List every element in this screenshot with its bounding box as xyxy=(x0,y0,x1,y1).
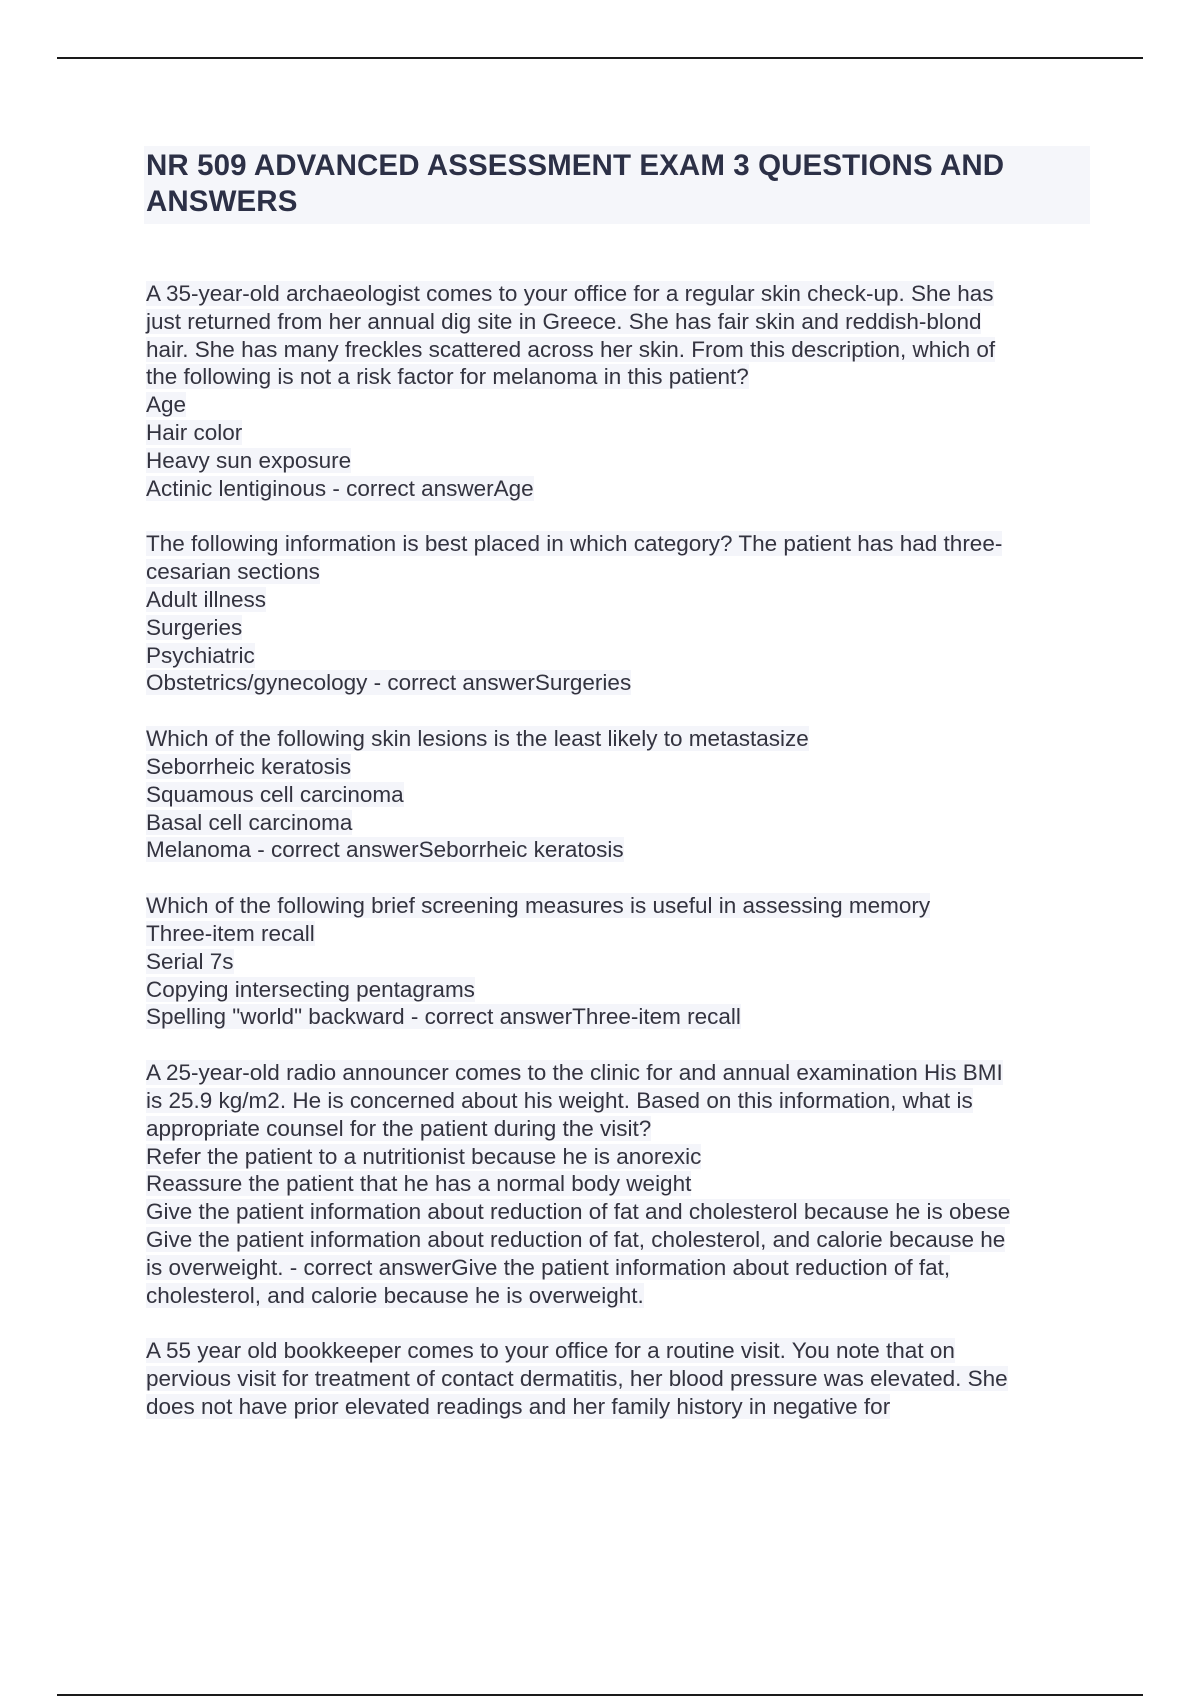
line-text: Surgeries xyxy=(146,614,243,640)
question-line xyxy=(146,614,1090,642)
question-block xyxy=(146,280,1090,502)
answer-line xyxy=(146,475,1090,503)
line-text: Psychiatric xyxy=(146,642,255,668)
top-divider xyxy=(57,57,1143,59)
question-line xyxy=(146,308,1090,336)
line-text: pervious visit for treatment of contact dermatitis, her blood pressure was elevated. She xyxy=(146,1366,1008,1392)
line-text: just returned from her annual dig site in Greece. She has fair skin and reddish-blond xyxy=(146,308,982,334)
question-block xyxy=(146,725,1090,864)
question-line xyxy=(146,1115,1090,1143)
answer-line xyxy=(146,669,1090,697)
question-line xyxy=(146,1337,1090,1365)
line-text: Squamous cell carcinoma xyxy=(146,781,404,807)
line-text: The following information is best placed in which category? The patient has had three- xyxy=(146,531,1003,557)
line-text: A 55 year old bookkeeper comes to your office for a routine visit. You note that on xyxy=(146,1338,955,1364)
line-text: does not have prior elevated readings and her family history in negative for xyxy=(146,1393,891,1419)
line-text: Give the patient information about reduction of fat and cholesterol because he is obese xyxy=(146,1199,1011,1225)
line-text: cholesterol, and calorie because he is overweight. xyxy=(146,1282,644,1308)
title-block xyxy=(144,146,1090,224)
line-text: Hair color xyxy=(146,419,243,445)
line-text: A 35-year-old archaeologist comes to your office for a regular skin check-up. She has xyxy=(146,281,994,306)
question-line xyxy=(146,725,1090,753)
line-text: Basal cell carcinoma xyxy=(146,809,353,835)
question-line xyxy=(146,1143,1090,1171)
question-line xyxy=(146,1198,1090,1226)
line-text: Reassure the patient that he has a normal body weight xyxy=(146,1171,692,1197)
line-text: is overweight. - correct answerGive the patient information about reduction of fat, xyxy=(146,1254,951,1280)
line-text: Heavy sun exposure xyxy=(146,447,352,473)
question-line xyxy=(146,280,1090,308)
question-line xyxy=(146,920,1090,948)
question-line xyxy=(146,447,1090,475)
question-block xyxy=(146,1059,1090,1309)
line-text: is 25.9 kg/m2. He is concerned about his weight. Based on this information, what is xyxy=(146,1087,973,1113)
line-text: Give the patient information about reduction of fat, cholesterol, and calorie because he xyxy=(146,1226,1006,1252)
question-line xyxy=(146,419,1090,447)
question-line xyxy=(146,530,1090,558)
line-text: hair. She has many freckles scattered across her skin. From this description, which of xyxy=(146,336,996,362)
document-body xyxy=(146,146,1090,1449)
question-line xyxy=(146,336,1090,364)
question-block xyxy=(146,1337,1090,1420)
question-line xyxy=(146,363,1090,391)
question-line xyxy=(146,391,1090,419)
line-text: Melanoma - correct answerSeborrheic keratosis xyxy=(146,837,624,863)
question-line xyxy=(146,1170,1090,1198)
question-block xyxy=(146,530,1090,697)
question-line xyxy=(146,586,1090,614)
question-line xyxy=(146,1087,1090,1115)
line-text: Actinic lentiginous - correct answerAge xyxy=(146,475,534,501)
answer-line xyxy=(146,836,1090,864)
question-line xyxy=(146,976,1090,1004)
question-line xyxy=(146,1393,1090,1421)
line-text: Adult illness xyxy=(146,586,267,612)
question-line xyxy=(146,809,1090,837)
question-line xyxy=(146,948,1090,976)
document-title: NR 509 ADVANCED ASSESSMENT EXAM 3 QUESTIONS AND ANSWERS xyxy=(146,149,1005,218)
line-text: cesarian sections xyxy=(146,559,320,585)
line-text: Serial 7s xyxy=(146,948,234,974)
question-line xyxy=(146,1226,1090,1254)
answer-line xyxy=(146,1282,1090,1310)
line-text: Spelling "world" backward - correct answerThree-item recall xyxy=(146,1004,741,1030)
line-text: Three-item recall xyxy=(146,920,315,946)
question-list xyxy=(146,280,1090,1421)
line-text: Which of the following skin lesions is the least likely to metastasize xyxy=(146,726,809,752)
line-text: Seborrheic keratosis xyxy=(146,753,352,779)
line-text: Which of the following brief screening measures is useful in assessing memory xyxy=(146,893,931,919)
line-text: the following is not a risk factor for melanoma in this patient? xyxy=(146,364,749,390)
bottom-divider xyxy=(57,1694,1143,1696)
line-text: Copying intersecting pentagrams xyxy=(146,976,475,1002)
line-text: Age xyxy=(146,392,187,418)
line-text: Obstetrics/gynecology - correct answerSurgeries xyxy=(146,670,632,696)
question-block xyxy=(146,892,1090,1031)
question-line xyxy=(146,892,1090,920)
answer-line xyxy=(146,1003,1090,1031)
line-text: appropriate counsel for the patient during the visit? xyxy=(146,1115,652,1141)
question-line xyxy=(146,1365,1090,1393)
question-line xyxy=(146,558,1090,586)
line-text: Refer the patient to a nutritionist because he is anorexic xyxy=(146,1143,702,1169)
question-line xyxy=(146,753,1090,781)
question-line xyxy=(146,1254,1090,1282)
question-line xyxy=(146,781,1090,809)
question-line xyxy=(146,1059,1090,1087)
line-text: A 25-year-old radio announcer comes to the clinic for and annual examination His BMI xyxy=(146,1060,1003,1086)
question-line xyxy=(146,642,1090,670)
